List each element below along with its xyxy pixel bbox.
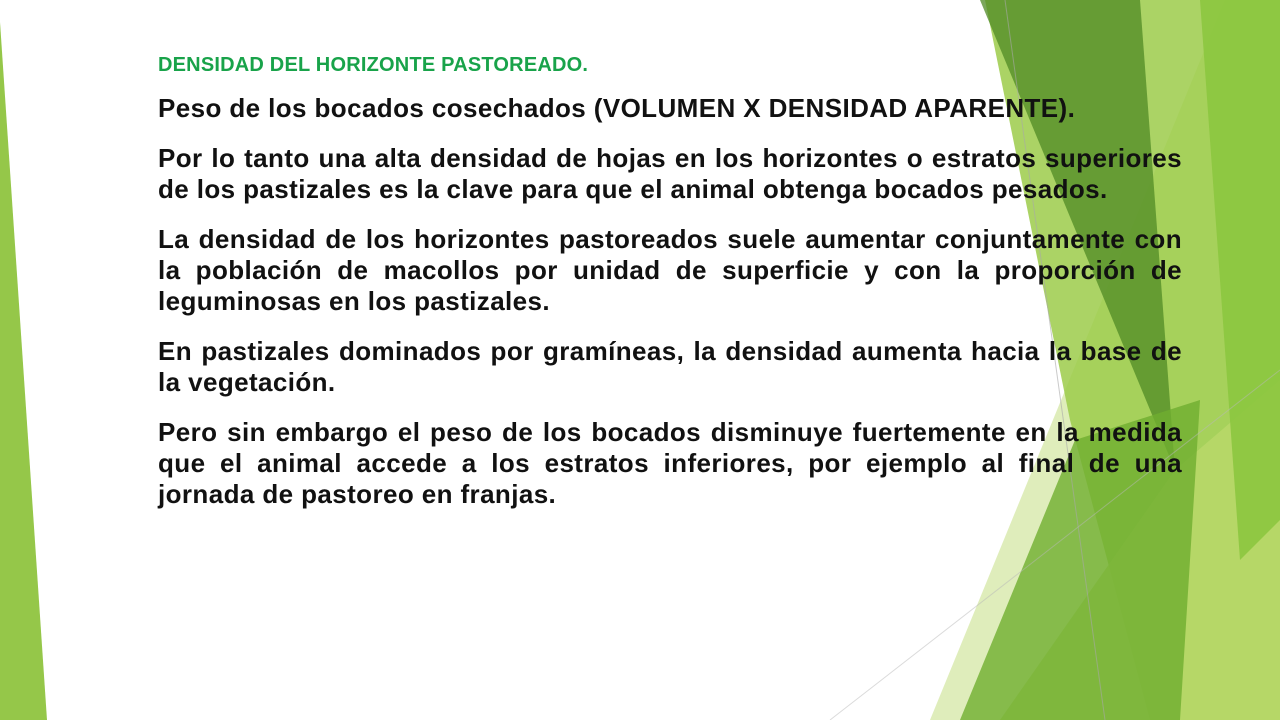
slide-title: DENSIDAD DEL HORIZONTE PASTOREADO. bbox=[158, 54, 589, 76]
body-text bbox=[158, 93, 1182, 529]
paragraph-tiller-population: La densidad de los horizontes pastoreados suele aumentar conjuntamente con la población de macollos por unidad de superficie y con la proporción de leguminosas en los pastizales. bbox=[158, 224, 1182, 316]
paragraph-lower-strata: Pero sin embargo el peso de los bocados disminuye fuertemente en la medida que el animal accede a los estratos inferiores, por ejemplo al final de una jornada de pastoreo en franjas. bbox=[158, 417, 1182, 509]
paragraph-leaf-density: Por lo tanto una alta densidad de hojas en los horizontes o estratos superiores de los pastizales es la clave para que el animal obtenga bocados pesados. bbox=[158, 143, 1182, 204]
paragraph-grass-base: En pastizales dominados por gramíneas, la densidad aumenta hacia la base de la vegetación. bbox=[158, 336, 1182, 397]
left-edge-shape bbox=[0, 22, 47, 720]
paragraph-bite-weight: Peso de los bocados cosechados (VOLUMEN X DENSIDAD APARENTE). bbox=[158, 93, 1076, 123]
